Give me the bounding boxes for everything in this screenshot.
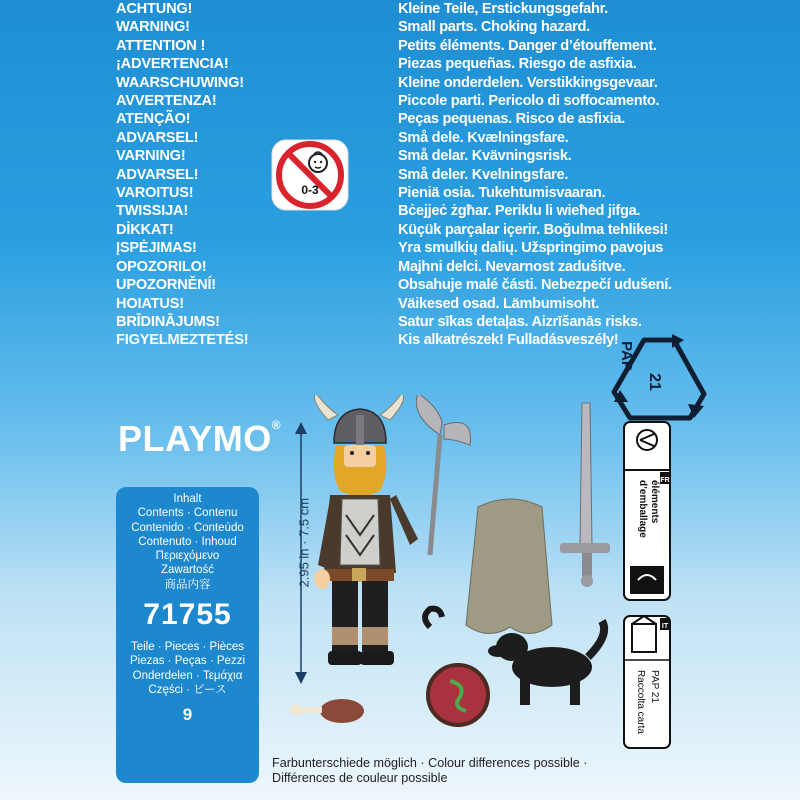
warning-message: Kleine Teile, Erstickungsgefahr.	[398, 1, 608, 17]
warning-message: Petits éléments. Danger d’étouffement.	[398, 37, 657, 54]
warning-message: Kis alkatrészek! Fulladásveszély!	[398, 332, 619, 349]
cape	[466, 499, 552, 634]
registered-mark: ®	[271, 418, 282, 432]
warning-heading: ATENÇÃO!	[116, 111, 191, 128]
warning-heading: BRĪDINĀJUMS!	[116, 313, 220, 330]
product-illustration	[290, 395, 620, 740]
contents-label: Zawartość	[160, 564, 215, 577]
warning-message: Bċejjeċ żgħar. Periklu li wieħed jifga.	[398, 203, 641, 220]
footer-line: Farbunterschiede möglich · Colour differences possible ·	[272, 756, 588, 770]
warning-heading: ADVARSEL!	[116, 166, 199, 183]
warning-message: Väikesed osad. Lämbumisoht.	[398, 295, 600, 312]
fr-tag: FR	[660, 477, 670, 484]
contents-label: Περιεχόμενο	[155, 550, 220, 563]
warning-message: Små delar. Kvävningsrisk.	[398, 148, 572, 165]
age-warning-icon	[270, 138, 350, 212]
warning-message: Small parts. Choking hazard.	[398, 19, 590, 36]
warning-message: Satur sīkas detaļas. Aizrīšanās risks.	[398, 313, 642, 330]
warning-message: Små deler. Kvelningsfare.	[398, 166, 569, 183]
contents-label: Contenuto · Inhoud	[138, 535, 237, 548]
warning-message: Majhni delci. Nevarnost zadušitve.	[398, 258, 626, 275]
it-text-2: Raccolta carta	[635, 670, 646, 734]
dog-figure	[488, 621, 604, 705]
pap-label: PAP	[618, 341, 635, 371]
contents-label: Contenido · Conteúdo	[131, 521, 244, 534]
round-shield	[428, 665, 488, 725]
warning-message: Små dele. Kvælningsfare.	[398, 129, 569, 146]
it-tag: IT	[661, 623, 669, 630]
warning-messages	[398, 0, 728, 350]
contents-labels	[116, 492, 259, 592]
warning-heading: VARNING!	[116, 148, 186, 165]
pieces-label: Piezas · Peças · Pezzi	[129, 655, 246, 668]
recycle-bin-icon	[630, 566, 664, 594]
fr-text-2: d’emballage	[637, 480, 648, 538]
pieces-label: Teile · Pieces · Pièces	[130, 641, 245, 654]
battle-axe	[416, 395, 470, 555]
fr-text-1: éléments	[649, 480, 660, 524]
footer-line: Différences de couleur possible	[272, 771, 448, 785]
viking-figure	[314, 395, 418, 665]
warning-heading: UPOZORNĚNÍ!	[116, 277, 216, 294]
piece-count: 9	[182, 705, 193, 725]
pieces-label: Onderdelen · Τεμάχια	[132, 669, 243, 682]
warning-message: Kleine onderdelen. Verstikkingsgevaar.	[398, 74, 658, 91]
warning-message: Piccole parti. Pericolo di soffocamento.	[398, 93, 660, 110]
warning-heading: VAROITUS!	[116, 185, 194, 202]
warning-message: Piezas pequeñas. Riesgo de asfixia.	[398, 56, 637, 73]
warning-message: Peças pequenas. Risco de asfixia.	[398, 111, 625, 128]
age-range-label: 0-3	[301, 183, 319, 197]
color-difference-note	[272, 756, 612, 786]
pieces-labels	[116, 640, 259, 697]
brand-name: PLAYMO	[118, 418, 272, 459]
contents-label: Inhalt	[173, 493, 202, 505]
hook-piece	[425, 609, 442, 627]
it-text-1: PAP 21	[649, 670, 660, 703]
warning-heading: ACHTUNG!	[116, 1, 193, 17]
warning-message: Yra smulkių dalių. Užspringimo pavojus	[398, 240, 664, 257]
warning-heading: DİKKAT!	[116, 221, 174, 238]
size-label: 2.95 in · 7.5 cm	[296, 497, 312, 588]
warning-heading: WAARSCHUWING!	[116, 74, 244, 91]
warning-heading: FIGYELMEZTETÉS!	[116, 332, 249, 349]
warning-heading: WARNING!	[116, 19, 190, 36]
warning-message: Pieniä osia. Tukehtumisvaaran.	[398, 185, 606, 202]
contents-info-panel	[116, 487, 259, 783]
warning-heading: OPOZORILO!	[116, 258, 207, 275]
recycling-triangle-icon	[604, 326, 714, 426]
pieces-label: Części · ピース	[148, 683, 227, 696]
warning-heading: ADVARSEL!	[116, 129, 199, 146]
warning-heading: ¡ADVERTENCIA!	[116, 56, 229, 73]
article-number: 71755	[143, 598, 232, 632]
brand-logo	[118, 418, 281, 460]
warning-heading: ĮSPĖJIMAS!	[116, 240, 197, 257]
warning-heading: HOIATUS!	[116, 295, 184, 312]
warning-message: Küçük parçalar içerir. Boğulma tehlikesi!	[398, 221, 668, 238]
warning-heading: ATTENTION !	[116, 37, 206, 54]
sword	[560, 403, 610, 587]
recycling-info-strip	[622, 420, 672, 750]
meat-leg	[290, 699, 364, 723]
pap-code: 21	[646, 373, 663, 391]
warning-heading: AVVERTENZA!	[116, 93, 217, 110]
contents-label: 商品内容	[164, 578, 211, 591]
contents-label: Contents · Contenu	[137, 507, 238, 520]
warning-heading: TWISSIJA!	[116, 203, 188, 220]
warning-message: Obsahuje malé části. Nebezpečí udušení.	[398, 277, 672, 294]
